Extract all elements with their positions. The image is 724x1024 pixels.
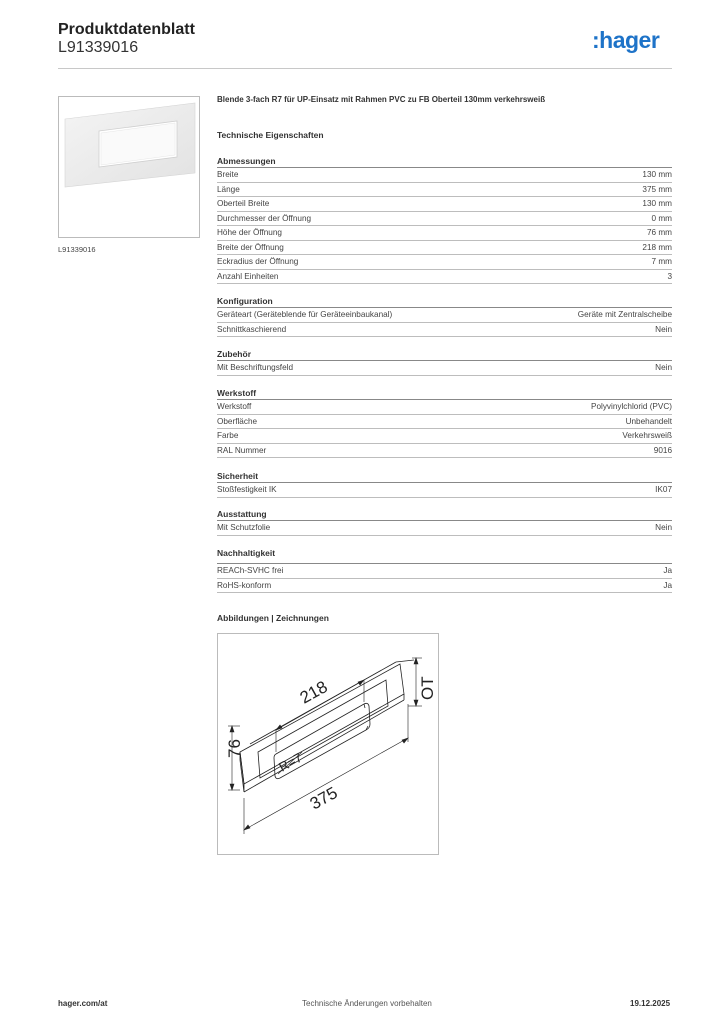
product-thumbnail <box>58 96 200 238</box>
technical-drawing <box>217 633 439 855</box>
header-divider <box>58 68 672 69</box>
dim-label-width: 218 <box>296 677 331 708</box>
section-title-werkstoff: Werkstoff <box>217 388 257 398</box>
footer-notice: Technische Änderungen vorbehalten <box>302 999 432 1008</box>
section-title-ausstattung: Ausstattung <box>217 509 267 519</box>
table-row: Breite 130 mm <box>217 168 672 183</box>
dim-label-ot: OT <box>418 676 437 700</box>
product-image <box>59 97 199 237</box>
dim-label-radius: R=7 <box>276 749 305 775</box>
table-row: Stoßfestigkeit IK IK07 <box>217 483 672 498</box>
table-row: Eckradius der Öffnung 7 mm <box>217 255 672 270</box>
section-title-zubehoer: Zubehör <box>217 349 251 359</box>
table-row: Schnittkaschierend Nein <box>217 323 672 338</box>
table-row: Durchmesser der Öffnung 0 mm <box>217 212 672 227</box>
table-row: RAL Nummer 9016 <box>217 444 672 459</box>
table-row: RoHS-konform Ja <box>217 579 672 594</box>
product-code: L91339016 <box>58 39 139 56</box>
dimension-drawing <box>218 634 438 854</box>
table-row: Breite der Öffnung 218 mm <box>217 241 672 256</box>
table-row: Länge 375 mm <box>217 183 672 198</box>
section-title-konfiguration: Konfiguration <box>217 296 273 306</box>
dim-label-height: 76 <box>225 739 244 758</box>
product-description: Blende 3-fach R7 für UP-Einsatz mit Rahmen PVC zu FB Oberteil 130mm verkehrsweiß <box>217 95 546 104</box>
table-row: Mit Schutzfolie Nein <box>217 521 672 536</box>
table-row: Höhe der Öffnung 76 mm <box>217 226 672 241</box>
footer-date: 19.12.2025 <box>630 999 671 1008</box>
section-title-abmessungen: Abmessungen <box>217 156 276 166</box>
section-title-nachhaltigkeit: Nachhaltigkeit <box>217 548 276 558</box>
table-row: REACh-SVHC frei Ja <box>217 564 672 579</box>
page-title: Produktdatenblatt <box>58 21 195 38</box>
drawings-title: Abbildungen | Zeichnungen <box>217 613 329 623</box>
thumbnail-caption: L91339016 <box>58 245 96 254</box>
tech-properties-title: Technische Eigenschaften <box>217 130 324 140</box>
section-title-sicherheit: Sicherheit <box>217 471 259 481</box>
table-row: Werkstoff Polyvinylchlorid (PVC) <box>217 400 672 415</box>
hager-logo: :hager <box>592 27 660 53</box>
table-row: Farbe Verkehrsweiß <box>217 429 672 444</box>
dim-label-length: 375 <box>306 783 341 814</box>
table-row: Mit Beschriftungsfeld Nein <box>217 361 672 376</box>
table-row: Oberteil Breite 130 mm <box>217 197 672 212</box>
table-row: Geräteart (Geräteblende für Geräteeinbaukanal) Geräte mit Zentralscheibe <box>217 308 672 323</box>
table-row: Anzahl Einheiten 3 <box>217 270 672 285</box>
footer-website: hager.com/at <box>58 999 108 1008</box>
table-row: Oberfläche Unbehandelt <box>217 415 672 430</box>
